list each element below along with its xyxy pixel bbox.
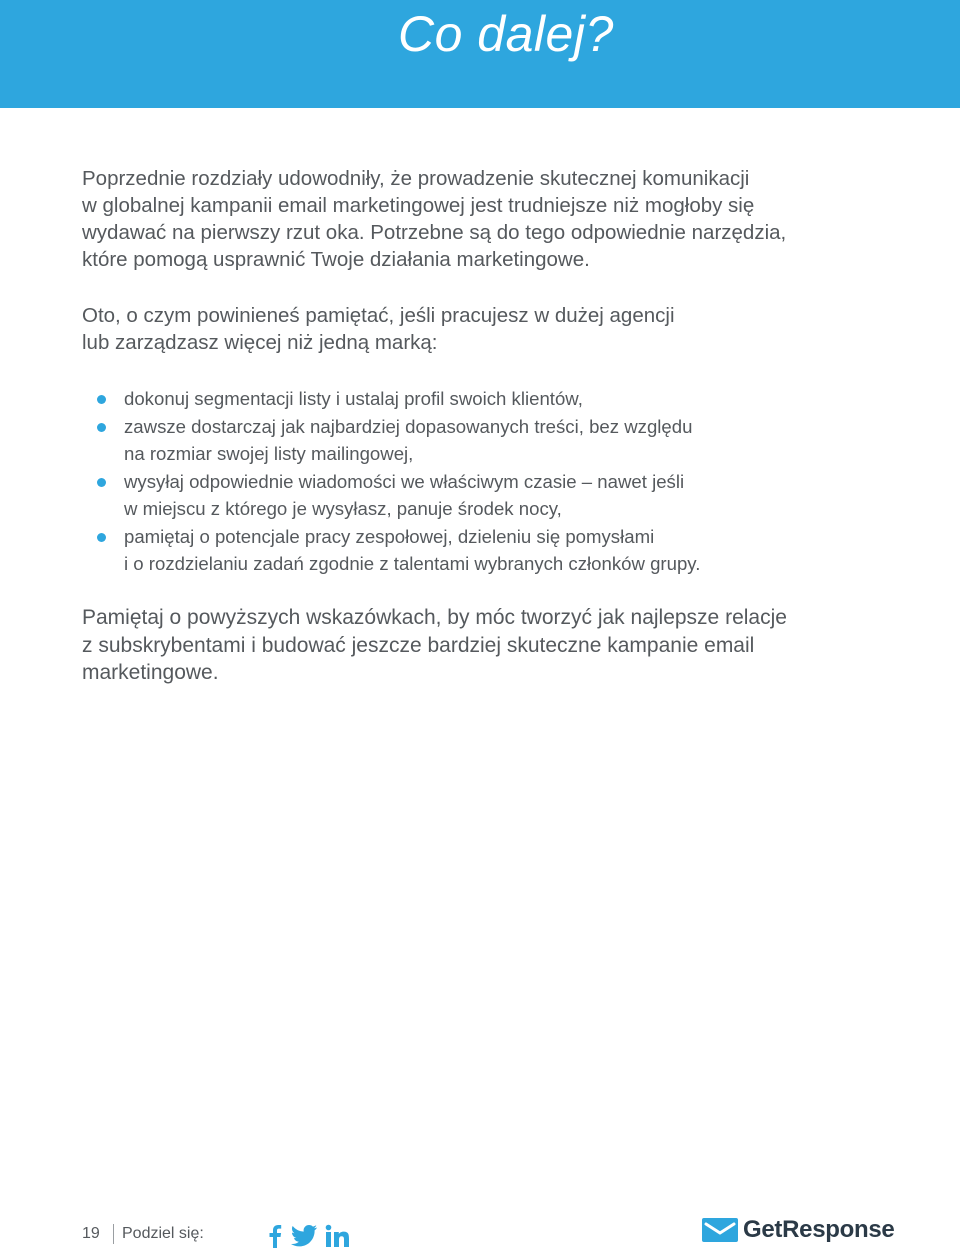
intro-line: które pomogą usprawnić Twoje działania marketingowe. [82,248,590,271]
bullet-icon [97,533,106,542]
intro-line: Poprzednie rozdziały udowodniły, że prowadzenie skutecznej komunikacji [82,167,750,190]
getresponse-logo-icon [702,1218,738,1242]
tips-list [82,385,882,578]
list-item [82,523,882,578]
list-item-line: zawsze dostarczaj jak najbardziej dopasowanych treści, bez względu [124,415,693,437]
lead-line: Oto, o czym powinieneś pamiętać, jeśli pracujesz w dużej agencji [82,304,675,327]
getresponse-logo-text: GetResponse [743,1216,895,1243]
lead-line: lub zarządzasz więcej niż jedną marką: [82,331,438,354]
list-item [82,468,882,523]
list-item-line: pamiętaj o potencjale pracy zespołowej, dzieleniu się pomysłami [124,525,655,547]
facebook-icon[interactable] [268,1224,282,1248]
outro-line: Pamiętaj o powyższych wskazówkach, by móc tworzyć jak najlepsze relacje [82,606,787,629]
outro-line: marketingowe. [82,661,219,684]
list-item-line: na rozmiar swojej listy mailingowej, [124,443,414,464]
list-item-line: wysyłaj odpowiednie wiadomości we właściwym czasie – nawet jeśli [124,470,685,492]
list-item-line: i o rozdzielaniu zadań zgodnie z talentami wybranych członków grupy. [124,553,701,574]
bullet-icon [97,423,106,432]
page-number: 19 [82,1225,100,1242]
outro-paragraph [82,604,882,687]
share-label: Podziel się: [122,1225,204,1242]
twitter-icon[interactable] [290,1224,318,1248]
outro-line: z subskrybentami i budować jeszcze bardziej skuteczne kampanie email [82,633,755,657]
linkedin-icon[interactable] [325,1224,349,1248]
list-item-line: w miejscu z którego je wysyłasz, panuje środek nocy, [124,498,562,519]
page-header [0,0,960,108]
intro-line: wydawać na pierwszy rzut oka. Potrzebne są do tego odpowiednie narzędzia, [82,221,787,244]
list-item [82,385,882,413]
intro-line: w globalnej kampanii email marketingowej jest trudniejsze niż mogłoby się [82,194,755,217]
footer-divider [113,1224,114,1244]
bullet-icon [97,395,106,404]
list-item-line: dokonuj segmentacji listy i ustalaj profil swoich klientów, [124,388,583,409]
lead-paragraph [82,302,882,356]
page-title: Co dalej? [398,6,614,62]
intro-paragraph [82,165,882,273]
list-item [82,413,882,468]
bullet-icon [97,478,106,487]
